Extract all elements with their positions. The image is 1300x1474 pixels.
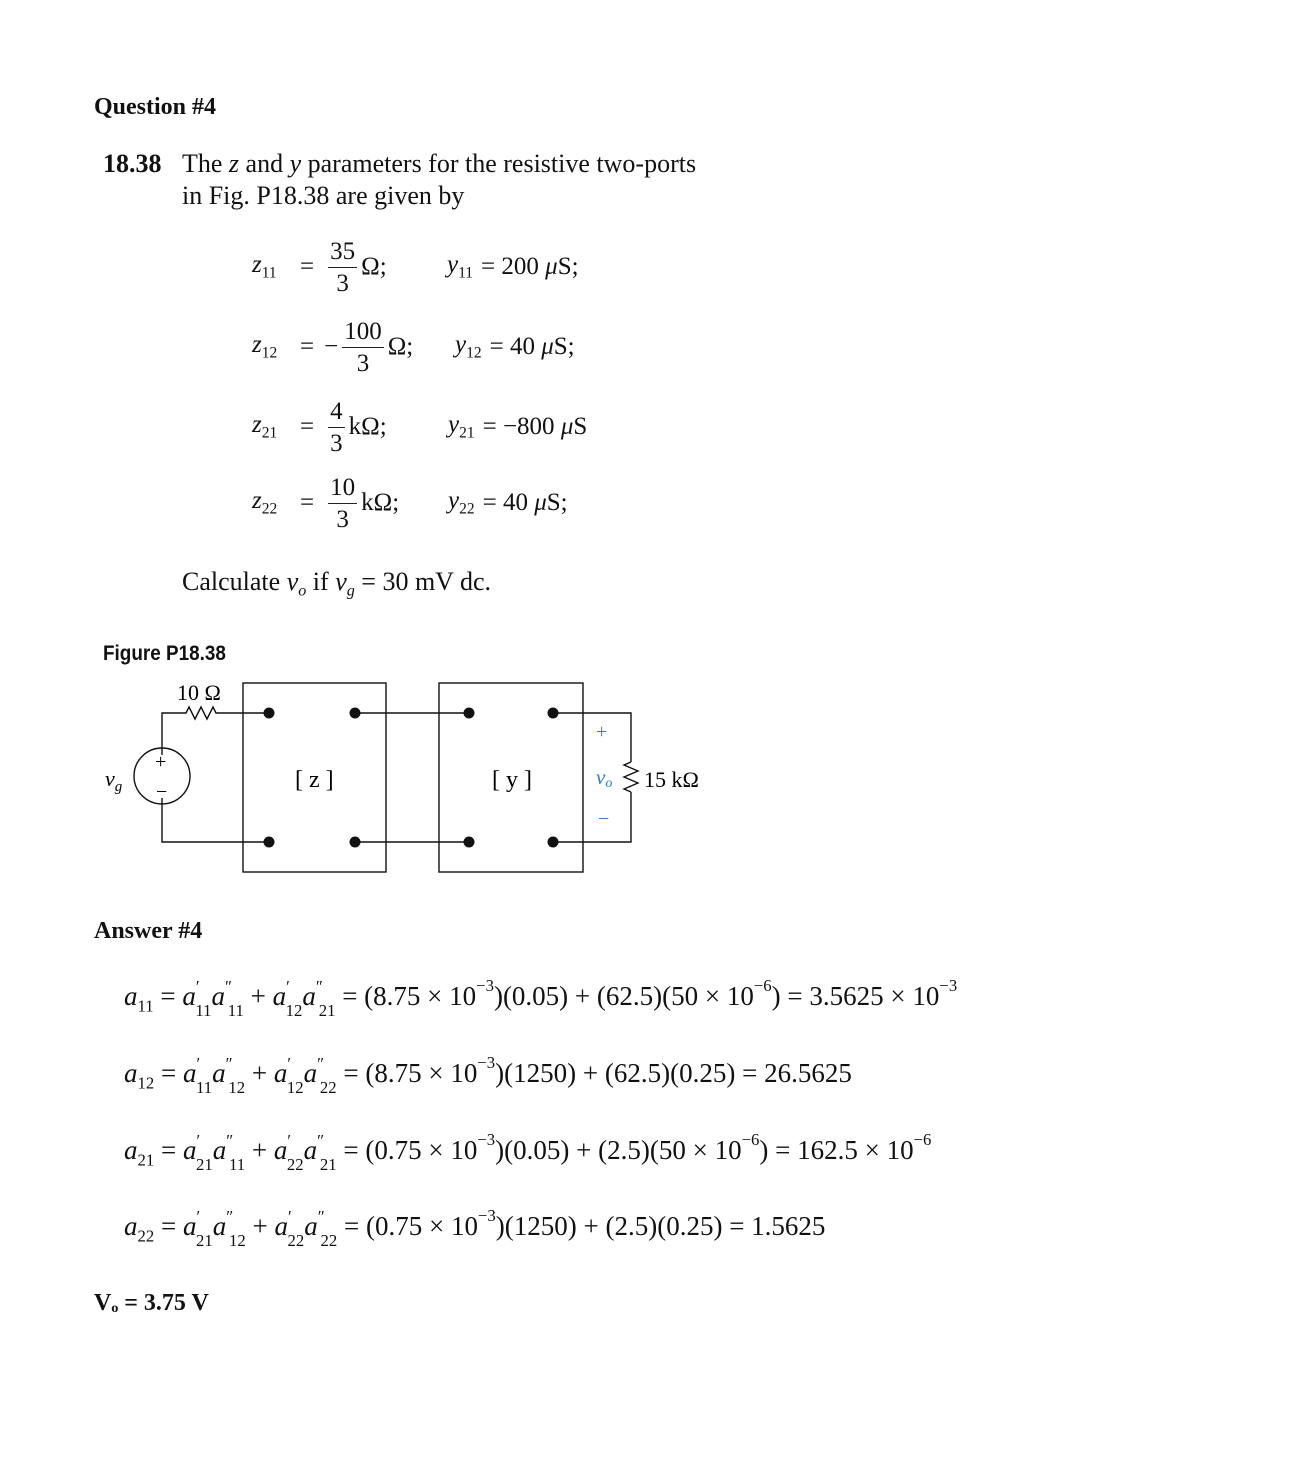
source-minus: − xyxy=(156,781,168,803)
z-param-z12: $z_{12}$ = − $\frac{100}{3}$ Ω; xyxy=(252,317,414,377)
source-label: $v_g$ xyxy=(105,766,123,795)
question-heading: Question #4 xyxy=(94,94,217,120)
load-resistor xyxy=(624,762,638,792)
terminal-dot xyxy=(464,708,475,719)
source-resistor-label: 10 Ω xyxy=(177,680,221,705)
z-param-z22: $z_{22}$ = $\frac{10}{3}$ kΩ; xyxy=(252,473,400,533)
terminal-dot xyxy=(264,708,275,719)
output-top-wire xyxy=(553,713,631,762)
y-param-y21: $y_{21}$ = −800 μS xyxy=(448,411,588,442)
y-block-label: [ y ] xyxy=(492,767,532,793)
statement-line-1: The z and y parameters for the resistive two-ports xyxy=(182,149,697,178)
answer-heading: Answer #4 xyxy=(94,918,203,944)
final-answer: Vₒ = 3.75 V xyxy=(94,1290,209,1316)
terminal-dot xyxy=(350,837,361,848)
y-param-y12: $y_{12}$ = 40 μS; xyxy=(455,331,575,362)
output-plus: + xyxy=(596,721,608,743)
circuit-diagram xyxy=(0,670,760,885)
statement-line-2: in Fig. P18.38 are given by xyxy=(182,181,465,210)
z-param-z21: $z_{21}$ = $\frac{4}{3}$ kΩ; xyxy=(252,397,387,457)
source-plus: + xyxy=(155,751,167,773)
figure-caption: Figure P18.38 xyxy=(103,642,226,665)
load-resistor-label: 15 kΩ xyxy=(644,767,699,792)
terminal-dot xyxy=(350,708,361,719)
z-block-label: [ z ] xyxy=(295,767,334,793)
output-minus: − xyxy=(598,808,610,830)
z-param-z11: $z_{11}$ = $\frac{35}{3}$ Ω; xyxy=(252,237,387,297)
output-bottom-wire xyxy=(553,792,631,842)
y-param-y22: $y_{22}$ = 40 μS; xyxy=(448,487,568,518)
answer-line: $a_{21} = a'_{21}a''_{11} + a'_{22}a''_{21} = (0.75 \times 10^{-3})(0.05) + (2.5)(50 \times 10^{-6}) = 162.5 \times 10^{-6}$ xyxy=(124,1129,932,1175)
calculate-line: Calculate $v_o$ if $v_g = 30$ mV dc. xyxy=(182,567,492,600)
problem-number: 18.38 xyxy=(103,149,162,178)
terminal-dot xyxy=(464,837,475,848)
y-param-y11: $y_{11}$ = 200 μS; xyxy=(447,251,579,282)
answer-line: $a_{12} = a'_{11}a''_{12} + a'_{12}a''_{22} = (8.75 \times 10^{-3})(1250) + (62.5)(0.25) = 26.5625$ xyxy=(124,1052,852,1098)
answer-line: $a_{11} = a'_{11}a''_{11} + a'_{12}a''_{21} = (8.75 \times 10^{-3})(0.05) + (62.5)(50 \times 10^{-6}) = 3.5625 \times 10^{-3}$ xyxy=(124,975,958,1021)
terminal-dot xyxy=(548,837,559,848)
terminal-dot xyxy=(264,837,275,848)
terminal-dot xyxy=(548,708,559,719)
answer-line: $a_{22} = a'_{21}a''_{12} + a'_{22}a''_{22} = (0.75 \times 10^{-3})(1250) + (2.5)(0.25) = 1.5625$ xyxy=(124,1205,826,1251)
source-resistor xyxy=(162,707,269,755)
source-bottom-wire xyxy=(162,798,269,842)
output-voltage-label: vo xyxy=(596,765,613,791)
